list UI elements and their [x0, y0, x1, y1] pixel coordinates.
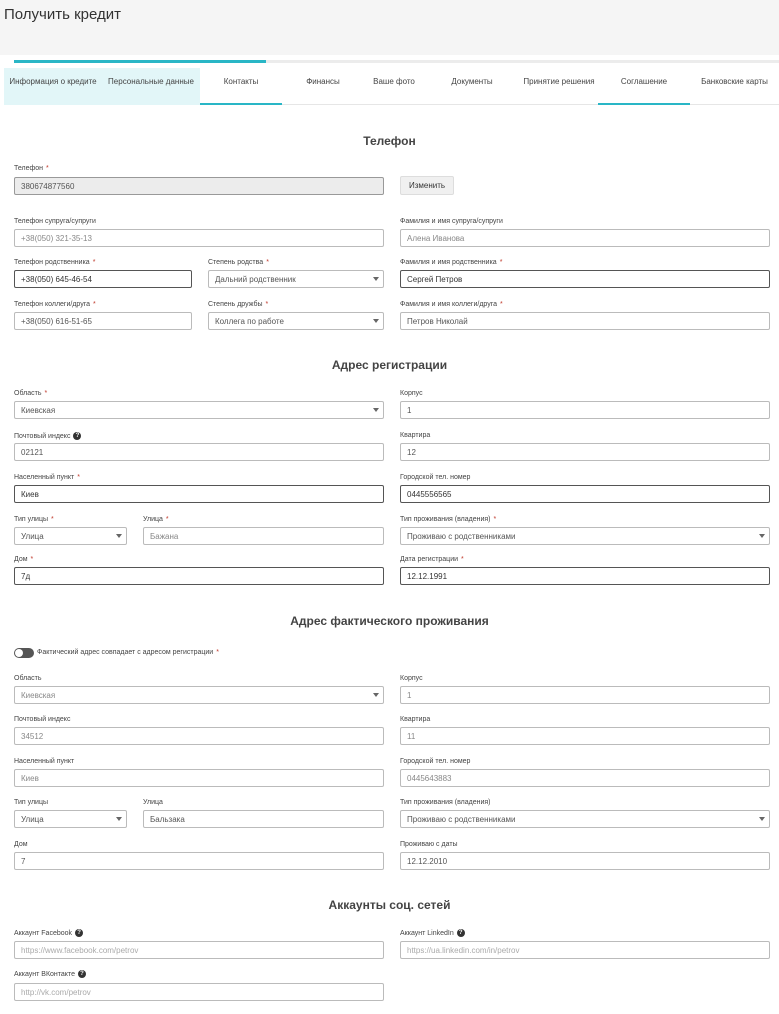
- vk-input[interactable]: http://vk.com/petrov: [14, 983, 384, 1001]
- relative-phone-input[interactable]: +38(050) 645-46-54: [14, 270, 192, 288]
- vk-label: Аккаунт ВКонтакте ?: [14, 970, 86, 978]
- facebook-input[interactable]: https://www.facebook.com/petrov: [14, 941, 384, 959]
- reg-apartment-input[interactable]: 12: [400, 443, 770, 461]
- reg-region-label: Область *: [14, 390, 48, 397]
- reg-street-input[interactable]: Бажана: [143, 527, 384, 545]
- relative-phone-label: Телефон родственника *: [14, 259, 96, 266]
- act-building-input[interactable]: 1: [400, 686, 770, 704]
- tab-label: Ваше фото: [373, 77, 415, 86]
- act-house-label: Дом: [14, 841, 28, 848]
- act-zip-label: Почтовый индекс: [14, 716, 71, 723]
- help-icon[interactable]: ?: [78, 970, 86, 978]
- wizard-tabs: [4, 68, 779, 105]
- act-region-label: Область: [14, 675, 42, 682]
- toggle-knob: [15, 649, 23, 657]
- tab-label: Принятие решения: [523, 77, 595, 86]
- reg-city-phone-input[interactable]: 0445556565: [400, 485, 770, 503]
- reg-building-input[interactable]: 1: [400, 401, 770, 419]
- friendship-label: Степень дружбы *: [208, 301, 269, 308]
- reg-zip-input[interactable]: 02121: [14, 443, 384, 461]
- reg-city-phone-label: Городской тел. номер: [400, 474, 471, 481]
- chevron-down-icon: [759, 817, 765, 821]
- reg-street-type-label: Тип улицы *: [14, 516, 54, 523]
- tab-label: Документы: [451, 77, 493, 86]
- help-icon[interactable]: ?: [457, 929, 465, 937]
- reg-street-type-select[interactable]: Улица: [14, 527, 127, 545]
- chevron-down-icon: [759, 534, 765, 538]
- reg-city-label: Населенный пункт *: [14, 474, 80, 481]
- tab-personal-data[interactable]: [102, 68, 200, 105]
- linkedin-label: Аккаунт LinkedIn ?: [400, 929, 465, 937]
- section-title-phone: Телефон: [363, 134, 416, 148]
- friend-name-input[interactable]: Петров Николай: [400, 312, 770, 330]
- tab-label: Соглашение: [620, 77, 668, 86]
- progress-bar: [14, 60, 779, 63]
- relation-label: Степень родства *: [208, 259, 269, 266]
- help-icon[interactable]: ?: [73, 432, 81, 440]
- act-city-phone-label: Городской тел. номер: [400, 758, 471, 765]
- friend-name-label: Фамилия и имя коллеги/друга *: [400, 301, 503, 308]
- act-street-type-label: Тип улицы: [14, 799, 48, 806]
- friend-phone-label: Телефон коллеги/друга *: [14, 301, 96, 308]
- friend-phone-input[interactable]: +38(050) 616-51-65: [14, 312, 192, 330]
- tab-agreement[interactable]: [598, 68, 690, 105]
- same-address-label: Фактический адрес совпадает с адресом регистрации *: [37, 649, 219, 656]
- tab-label: Контакты: [223, 77, 259, 86]
- act-street-type-select[interactable]: Улица: [14, 810, 127, 828]
- tab-label: Информация о кредите: [9, 77, 97, 86]
- chevron-down-icon: [373, 408, 379, 412]
- reg-zip-label: Почтовый индекс ?: [14, 432, 81, 440]
- linkedin-input[interactable]: https://ua.linkedin.com/in/petrov: [400, 941, 770, 959]
- friendship-select[interactable]: Коллега по работе: [208, 312, 384, 330]
- chevron-down-icon: [373, 319, 379, 323]
- tab-label: Банковские карты: [701, 77, 768, 86]
- reg-city-input[interactable]: Киев: [14, 485, 384, 503]
- tab-label: Персональные данные: [108, 77, 194, 86]
- act-street-label: Улица: [143, 799, 163, 806]
- spouse-name-label: Фамилия и имя супруга/супруги: [400, 218, 503, 225]
- tab-decision[interactable]: [520, 68, 598, 105]
- act-apartment-label: Квартира: [400, 716, 431, 723]
- relative-name-label: Фамилия и имя родственника *: [400, 259, 503, 266]
- tab-documents[interactable]: [424, 68, 520, 105]
- act-apartment-input[interactable]: 11: [400, 727, 770, 745]
- reg-house-input[interactable]: 7д: [14, 567, 384, 585]
- reg-region-select[interactable]: Киевская: [14, 401, 384, 419]
- progress-fill: [14, 60, 266, 63]
- act-street-input[interactable]: Бальзака: [143, 810, 384, 828]
- act-residence-type-label: Тип проживания (владения): [400, 799, 491, 806]
- spouse-phone-input[interactable]: +38(050) 321-35-13: [14, 229, 384, 247]
- act-building-label: Корпус: [400, 675, 423, 682]
- same-address-toggle[interactable]: [14, 648, 34, 658]
- relation-select[interactable]: Дальний родственник: [208, 270, 384, 288]
- change-phone-button[interactable]: Изменить: [400, 176, 454, 195]
- reg-residence-type-label: Тип проживания (владения) *: [400, 516, 497, 523]
- facebook-label: Аккаунт Facebook ?: [14, 929, 83, 937]
- chevron-down-icon: [373, 693, 379, 697]
- spouse-name-input[interactable]: Алена Иванова: [400, 229, 770, 247]
- tab-bank-cards[interactable]: [690, 68, 779, 105]
- act-city-input[interactable]: Киев: [14, 769, 384, 787]
- act-residence-type-select[interactable]: Проживаю с родственниками: [400, 810, 770, 828]
- reg-apartment-label: Квартира: [400, 432, 431, 439]
- tab-label: Финансы: [306, 77, 340, 86]
- act-since-input[interactable]: 12.12.2010: [400, 852, 770, 870]
- act-region-select[interactable]: Киевская: [14, 686, 384, 704]
- act-house-input[interactable]: 7: [14, 852, 384, 870]
- reg-date-input[interactable]: 12.12.1991: [400, 567, 770, 585]
- chevron-down-icon: [116, 534, 122, 538]
- chevron-down-icon: [373, 277, 379, 281]
- section-title-social: Аккаунты соц. сетей: [328, 898, 451, 912]
- phone-input[interactable]: 380674877560: [14, 177, 384, 195]
- reg-house-label: Дом *: [14, 556, 34, 563]
- reg-residence-type-select[interactable]: Проживаю с родственниками: [400, 527, 770, 545]
- section-title-actual-address: Адрес фактического проживания: [290, 614, 489, 628]
- reg-building-label: Корпус: [400, 390, 423, 397]
- phone-label: Телефон *: [14, 165, 49, 172]
- tab-contacts[interactable]: [200, 68, 282, 105]
- spouse-phone-label: Телефон супруга/супруги: [14, 218, 96, 225]
- tab-credit-info[interactable]: [4, 68, 102, 105]
- tab-finance[interactable]: [282, 68, 364, 105]
- act-since-label: Проживаю с даты: [400, 841, 458, 848]
- reg-street-label: Улица *: [143, 516, 169, 523]
- chevron-down-icon: [116, 817, 122, 821]
- help-icon[interactable]: ?: [75, 929, 83, 937]
- reg-date-label: Дата регистрации *: [400, 556, 464, 563]
- act-zip-input[interactable]: 34512: [14, 727, 384, 745]
- section-title-registration: Адрес регистрации: [331, 358, 448, 372]
- page-header: [0, 0, 779, 55]
- relative-name-input[interactable]: Сергей Петров: [400, 270, 770, 288]
- act-city-label: Населенный пункт: [14, 758, 75, 765]
- act-city-phone-input[interactable]: 0445643883: [400, 769, 770, 787]
- page-title: Получить кредит: [4, 6, 122, 23]
- tab-photo[interactable]: [364, 68, 424, 105]
